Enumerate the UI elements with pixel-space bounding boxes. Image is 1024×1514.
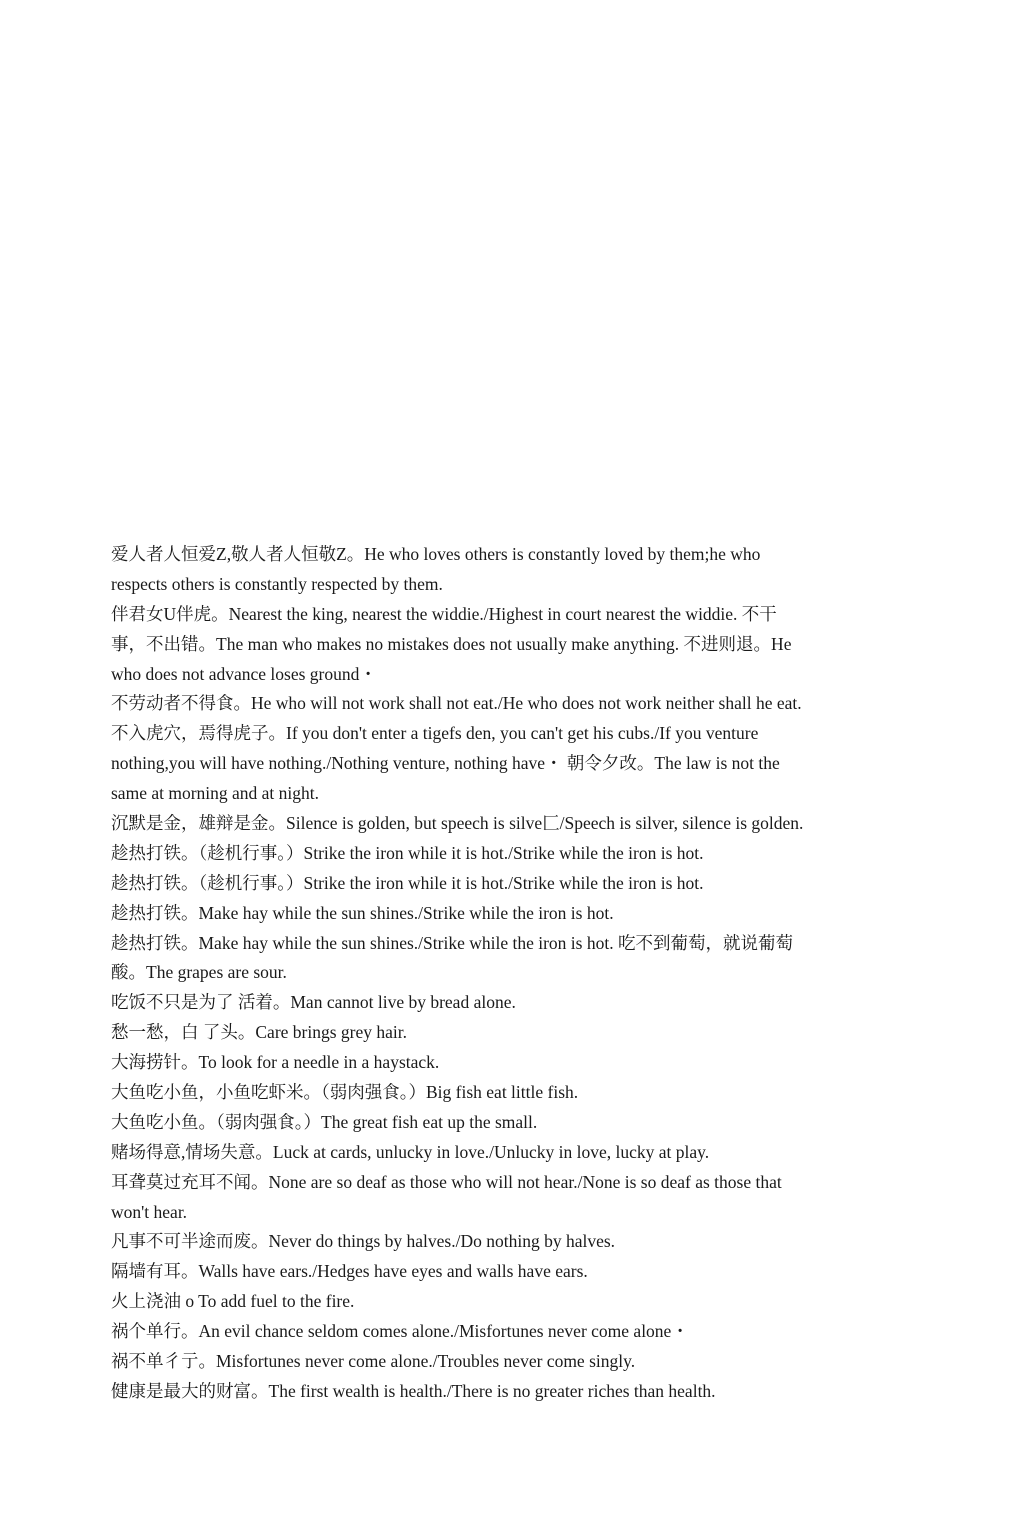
text-line: 愁一愁，白 了头。Care brings grey hair. bbox=[111, 1022, 407, 1043]
text-line: 耳聋莫过充耳不闻。None are so deaf as those who will not hear./None is so deaf as those that bbox=[111, 1171, 782, 1192]
text-line: 趁热打铁。（趁机行事。）Strike the iron while it is hot./Strike while the iron is hot. bbox=[111, 872, 704, 893]
text-line: 不劳动者不得食。He who will not work shall not eat./He who does not work neither shall he eat. bbox=[111, 693, 802, 714]
text-line: 凡事不可半途而废。Never do things by halves./Do nothing by halves. bbox=[111, 1231, 616, 1252]
text-line: 大鱼吃小鱼，小鱼吃虾米。（弱肉强食。）Big fish eat little fish. bbox=[111, 1082, 579, 1103]
text-line: who does not advance loses ground・ bbox=[111, 663, 377, 684]
text-line: respects others is constantly respected by them. bbox=[111, 573, 443, 594]
text-line: 事，不出错。The man who makes no mistakes does not usually make anything. 不进则退。He bbox=[111, 633, 792, 654]
text-line: 大海捞针。To look for a needle in a haystack. bbox=[111, 1052, 440, 1073]
text-line: 伴君女U伴虎。Nearest the king, nearest the widdie./Highest in court nearest the widdie. 不干 bbox=[111, 603, 777, 624]
text-line: 沉默是金，雄辩是金。Silence is golden, but speech is silve匚/Speech is silver, silence is golden. bbox=[111, 813, 804, 834]
text-line: 酸。The grapes are sour. bbox=[111, 962, 287, 983]
text-line: nothing,you will have nothing./Nothing venture, nothing have・ 朝令夕改。The law is not the bbox=[111, 753, 780, 774]
text-line: 祸不单彳亍。Misfortunes never come alone./Troubles never come singly. bbox=[111, 1351, 636, 1372]
text-line: same at morning and at night. bbox=[111, 783, 320, 804]
text-line: 吃饭不只是为了 活着。Man cannot live by bread alone. bbox=[111, 992, 516, 1013]
text-line: 不入虎穴，焉得虎子。If you don't enter a tigefs den, you can't get his cubs./If you venture bbox=[111, 723, 759, 744]
text-line: 赌场得意,情场失意。Luck at cards, unlucky in love./Unlucky in love, lucky at play. bbox=[111, 1141, 710, 1162]
text-body bbox=[111, 540, 911, 1407]
text-line: 大鱼吃小鱼。（弱肉强食。）The great fish eat up the small. bbox=[111, 1111, 538, 1132]
text-line: 趁热打铁。Make hay while the sun shines./Strike while the iron is hot. 吃不到葡萄，就说葡萄 bbox=[111, 932, 793, 953]
text-line: 火上浇油 o To add fuel to the fire. bbox=[111, 1291, 355, 1312]
text-line: 健康是最大的财富。The first wealth is health./There is no greater riches than health. bbox=[111, 1380, 716, 1401]
text-line: 隔墙有耳。Walls have ears./Hedges have eyes and walls have ears. bbox=[111, 1261, 588, 1282]
text-line: won't hear. bbox=[111, 1201, 188, 1222]
text-line: 祸个单行。An evil chance seldom comes alone./Misfortunes never come alone・ bbox=[111, 1321, 689, 1342]
text-line: 爱人者人恒爱Z,敬人者人恒敬Z。He who loves others is constantly loved by them;he who bbox=[111, 544, 761, 564]
text-line: 趁热打铁。Make hay while the sun shines./Strike while the iron is hot. bbox=[111, 902, 614, 923]
text-line: 趁热打铁。（趁机行事。）Strike the iron while it is hot./Strike while the iron is hot. bbox=[111, 842, 704, 863]
